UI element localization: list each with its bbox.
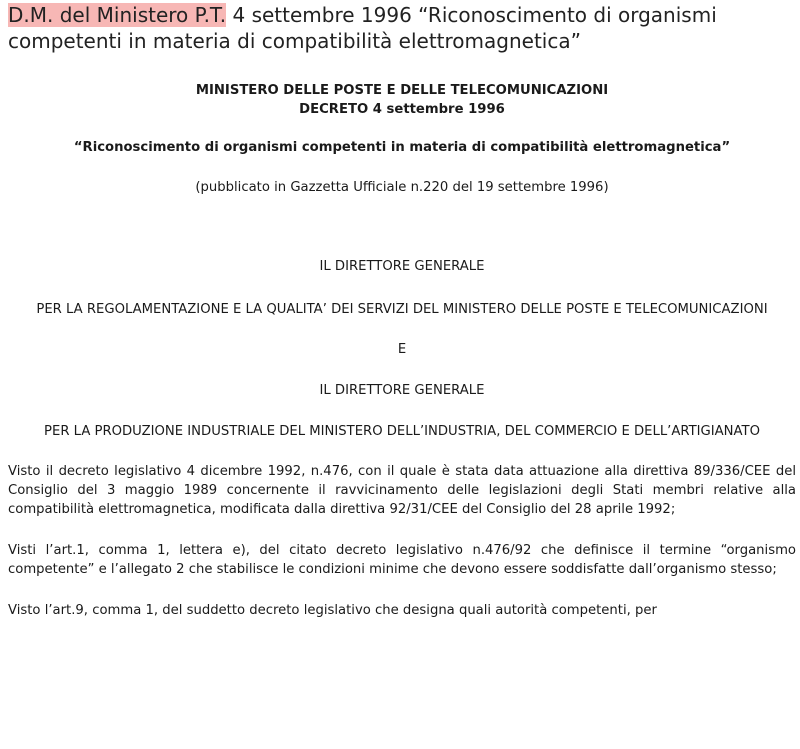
director-general-heading-1: IL DIRETTORE GENERALE <box>319 259 485 274</box>
conjunction-text: E <box>397 342 407 357</box>
document-page <box>8 0 796 633</box>
body-paragraph: Visti l’art.1, comma 1, lettera e), del citato decreto legislativo n.476/92 che definisce il termine “organismo competente” e l’allegato 2 che stabilisce le condizioni minime che devono essere soddisfatte dall’organismo stesso; <box>8 543 796 577</box>
title-highlight: D.M. del Ministero P.T. <box>8 3 227 27</box>
department-heading-2: PER LA PRODUZIONE INDUSTRIALE DEL MINISTERO DELL’INDUSTRIA, DEL COMMERCIO E DELL’ARTIGIANATO <box>44 424 760 439</box>
decree-subtitle: “Riconoscimento di organismi competenti in materia di compatibilità elettromagnetica” <box>73 140 731 155</box>
body-paragraph: Visto l’art.9, comma 1, del suddetto decreto legislativo che designa quali autorità competenti, per <box>8 603 657 618</box>
ministry-name: MINISTERO DELLE POSTE E DELLE TELECOMUNICAZIONI <box>195 83 609 98</box>
director-general-heading-2: IL DIRETTORE GENERALE <box>319 383 485 398</box>
body-paragraph: Visto il decreto legislativo 4 dicembre 1992, n.476, con il quale è stata data attuazione alla direttiva 89/336/CEE del Consiglio del 3 maggio 1989 concernente il ravvicinamento delle legislazioni degli Stati membri relative alla compatibilità elettromagnetica, modificata dalla direttiva 92/31/CEE del Consiglio del 28 aprile 1992; <box>8 464 796 517</box>
title-text: 4 settembre 1996 “Riconoscimento di organismi competenti in materia di compatibilità elettromagnetica” <box>8 3 717 53</box>
publication-note: (pubblicato in Gazzetta Ufficiale n.220 del 19 settembre 1996) <box>195 180 609 195</box>
department-heading-1: PER LA REGOLAMENTAZIONE E LA QUALITA’ DEI SERVIZI DEL MINISTERO DELLE POSTE E TELECOMUNICAZIONI <box>36 302 768 317</box>
ministry-heading <box>8 81 796 119</box>
decree-date: DECRETO 4 settembre 1996 <box>299 102 505 117</box>
document-title <box>8 2 796 54</box>
